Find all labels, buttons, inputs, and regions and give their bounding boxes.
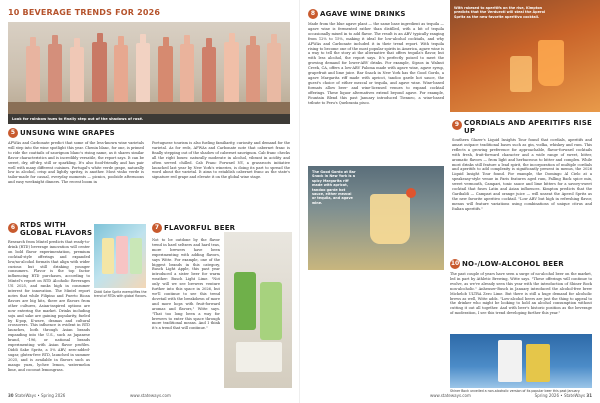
- item-5-body-col2: Portuguese tourism is also fueling familiarity, curiosity and demand for the varietal. As for reds, AFWAs and Carbonate note that cabernet franc is finally stepping out of the shadow of cabernet sauvignon. Cab franc checks all the right boxes: naturally moderate in alcohol, vibrant in acidity and often served chilled. Cab Franc Forward NY, a grassroots initiative launched last year by New York's wineries, is doing its part to spread the word about the varietal. It aims to establish cabernet franc as the state's signature red grape and elevate it on the global wine stage.: [152, 141, 290, 180]
- item-8-title: AGAVE WINE DRINKS: [320, 10, 406, 18]
- left-footer-url: www.stateways.com: [130, 393, 171, 398]
- item-6-title: RTDS WITH GLOBAL FLAVORS: [20, 221, 93, 237]
- diddi-sake-spritz-photo: [94, 224, 146, 288]
- hero-photo-wine-bottles: [8, 22, 290, 114]
- item-10-title: NO-/LOW-ALCOHOL BEER: [462, 260, 564, 268]
- right-footer: [535, 393, 592, 398]
- left-footer-issue: Spring 2026: [40, 393, 66, 398]
- right-page: [300, 0, 600, 403]
- hero-caption: Look for rainbow hues to finally step out of the shadows of rosé.: [12, 117, 144, 121]
- busch-light-cans-photo: [224, 232, 292, 388]
- right-page-number: 31: [586, 393, 592, 398]
- left-footer: [8, 393, 65, 398]
- item-10-number: 10: [450, 260, 460, 267]
- section-title: 10 BEVERAGE TRENDS FOR 2026: [8, 8, 161, 17]
- item-6-body: Research from Mintel predicts that ready-to-drink (RTD) beverage innovation will center on bold flavor experimentation, premium cocktail-style offerings and expanded low/no-alcohol formats that align with wider curious but still drinking younger consumers. Flavor is the top factor influencing RTD purchases, according to Mintel's report on RTD Alcoholic Beverages US 2025, and ranks high in consumer interest for innovation. The Mintel report notes that while Filipino and Puerto Rican flavors are big hits, there are flavors from other cultures, Asian-inspired options are now entering the market. Drinks including soju and sake are gaining popularity, fueled by K-pop, K-wave, dramas and cultural crossovers. This influence is evident in RTD launches, both through Asian brands expanding into the U.S., such as Japanese brand, -196, or national brands experimenting with Asian flavor profiles. Diddi Sake Spritz, a 5% ABV, zero-added-sugar, gluten-free RTD, launched in summer 2025, and is available in flavors such as mango yuzu, lychee lemon, watermelon lime, and coconut lemongrass.: [8, 240, 90, 372]
- shiner-bock-caption: Shiner Bock unveiled a non-alcoholic version of its popular beer this past January.: [450, 389, 581, 393]
- item-6-body-continued: [8, 304, 148, 388]
- shiner-bock-photo: [450, 334, 592, 388]
- item-9-body: Southern Glazer's Liquid Insights Tour found that cordials, aperitifs and amari outpace traditional bases such as gin, vodka, whiskey and rum. This reflects a growing preference for approachable, flavor-forward cocktails with fresh, fruit-forward character and a wide range of sweet, bitter, aromatic flavors — from light and herbaceous to bitter and complex. While most drinks still feature a lead spirit, the incorporation of multiple cordials and aperitifs to add complexity is significantly present in menus, the 2026 Liquid Insight Tour found. For example, the Domingo Al Cielo at a speakeasy-style venue in Paris features aged rum, Falling Back spice mix, sweet vermouth, Campari, tonic sauce and lime bitters for a savory-sweet cocktail that fuses Latin and Asian influences. Kimpton predicts that the Garibaldi — Campari and orange juice — will unseat the Aperol Spritz as the new favorite aperitivo cocktail. "Low ABV but high in refreshing flavor, menus will feature variations using combinations of unique citrus and Italian aperitifs.": [452, 138, 592, 211]
- item-8-number: 8: [308, 9, 318, 19]
- item-5-number: 5: [8, 128, 18, 138]
- diddi-photo-caption: Diddi Sake Spritz exemplifies the trend of RTDs with global flavors.: [94, 290, 147, 298]
- item-7-body: Not to be outdone by the flavor trend in hard seltzers and hard teas, more brewers have been experimenting with adding flavors, says Witte. For example, one of the biggest brands in this category, Busch Light Apple, this past year introduced a sister beer for warm weather: Busch Light Lime. "Not only will we see brewers venture further into this space in 2026, but we'll continue to see this trend dovetail with the breakdown of more and more hops with fruit-forward aromas and flavors," Witte says. "That too long been a way for brewers to enter this space through more traditional means. And I think it's a trend that will continue.": [152, 238, 220, 331]
- item-7-number: 7: [152, 223, 162, 233]
- hero-caption-bar: [8, 114, 290, 124]
- good-gordo-caption: The Good Gordo at Bar Snack in New York is a spicy Margarita riff made with apricot, tandoo garde hot sauce, either mezcal or tequila, and agave wine.: [312, 170, 356, 205]
- left-page-number: 30: [8, 393, 14, 398]
- item-7-title: FLAVORFUL BEER: [164, 224, 236, 232]
- right-footer-separator: •: [560, 393, 563, 398]
- item-9-title: CORDIALS AND APERITIFS RISE UP: [464, 119, 592, 135]
- aperitif-photo-caption: With rakesed to aperitifs on the rise, Kimpton predicts that the Verduroti will steal the Aperol Spritz as the new favorite aperitivo cocktail.: [454, 6, 546, 19]
- item-6-number: 6: [8, 223, 18, 233]
- item-5-body-col1: AFWAs and Carbonate predict that some of the less-known wine varietals will step into the wine spotlight this year. Chenin blanc, for one, is primed to ride the coattails of sauvignon blanc's rising name, as it shares similar flavor characteristics and is incredibly versatile, the report says. It can be sweet, dry, off-dry, still or sparkling. It's also food-friendly and has pair well with many different cuisines. Portugal's white verde grape, naturally low in alcohol, crisp and lightly spritzy, is another. Most vinho verde is tailor-made for casual, everyday moments — picnics, poolside afternoons and easy weeknight dinners. The recent boom in: [8, 141, 144, 185]
- left-footer-publication: StateWays: [14, 393, 37, 398]
- item-10-body: The past couple of years have seen a surge of no-alcohol beer on the market, led in part by Athletic Brewing, Witte says. "These offerings will continue to evolve, as we've already seen this year with the introduction of Shiner Bock non-alcoholic." Anheuser-Busch in January introduced the alcohol-free brew Michelob ULTRA Zero Lime. But there is still a huge demand for alcoholic brews as well, Witte adds. "Low-alcohol beers are just the thing to appeal to the drinker who might be looking to hold an alcohol consumption without cutting it out all together. And with beer's historic position as the beverage of moderation, I see this trend developing further this year.": [450, 272, 592, 316]
- right-footer-issue: Spring 2026: [534, 393, 560, 398]
- right-footer-url: www.stateways.com: [430, 393, 471, 398]
- left-footer-separator: •: [37, 393, 40, 398]
- item-5-title: UNSUNG WINE GRAPES: [20, 129, 115, 137]
- right-footer-publication: StateWays: [563, 393, 586, 398]
- item-8-body: Made from the blue agave plant — the same base ingredient as tequila — agave wine is fermented rather than distilled, with a bit of tequila occasionally mixed in to add flavor. The result is an ABV typically ranging from 12% to 15%, making it ideal for low-alcohol cocktails, and why AFWAs and Carbonate included it in their trend report. With tequila rising to become one of the most popular spirits in America, agave wine is a way to tell the story at the alternative that offers tequila's flavor, but with less alcohol, the report says. It's perfectly poised to meet the growing demand for lower-ABV drinks. For example, Sipsos in Walnut Creek, CA, offers a low-ABV Paloma made with agave wine, agave syrup, grapefruit and lime juice. Bar Snack in New York has the Good Gordo, a agave Margarita riff made with apricot, tandoo garde hot sauce, the guest's choice of either mezcal or tequila, and agave wine. Wine-based formats allow beer- and wine-licensed venues to expand cocktail offerings. These liquor alternatives extend beyond agave. For example, Fountain Blend this past January introduced Tienneo, a wine-based tribute to Peru's Quebranta pisco.: [308, 22, 444, 105]
- item-9-number: 9: [452, 120, 462, 130]
